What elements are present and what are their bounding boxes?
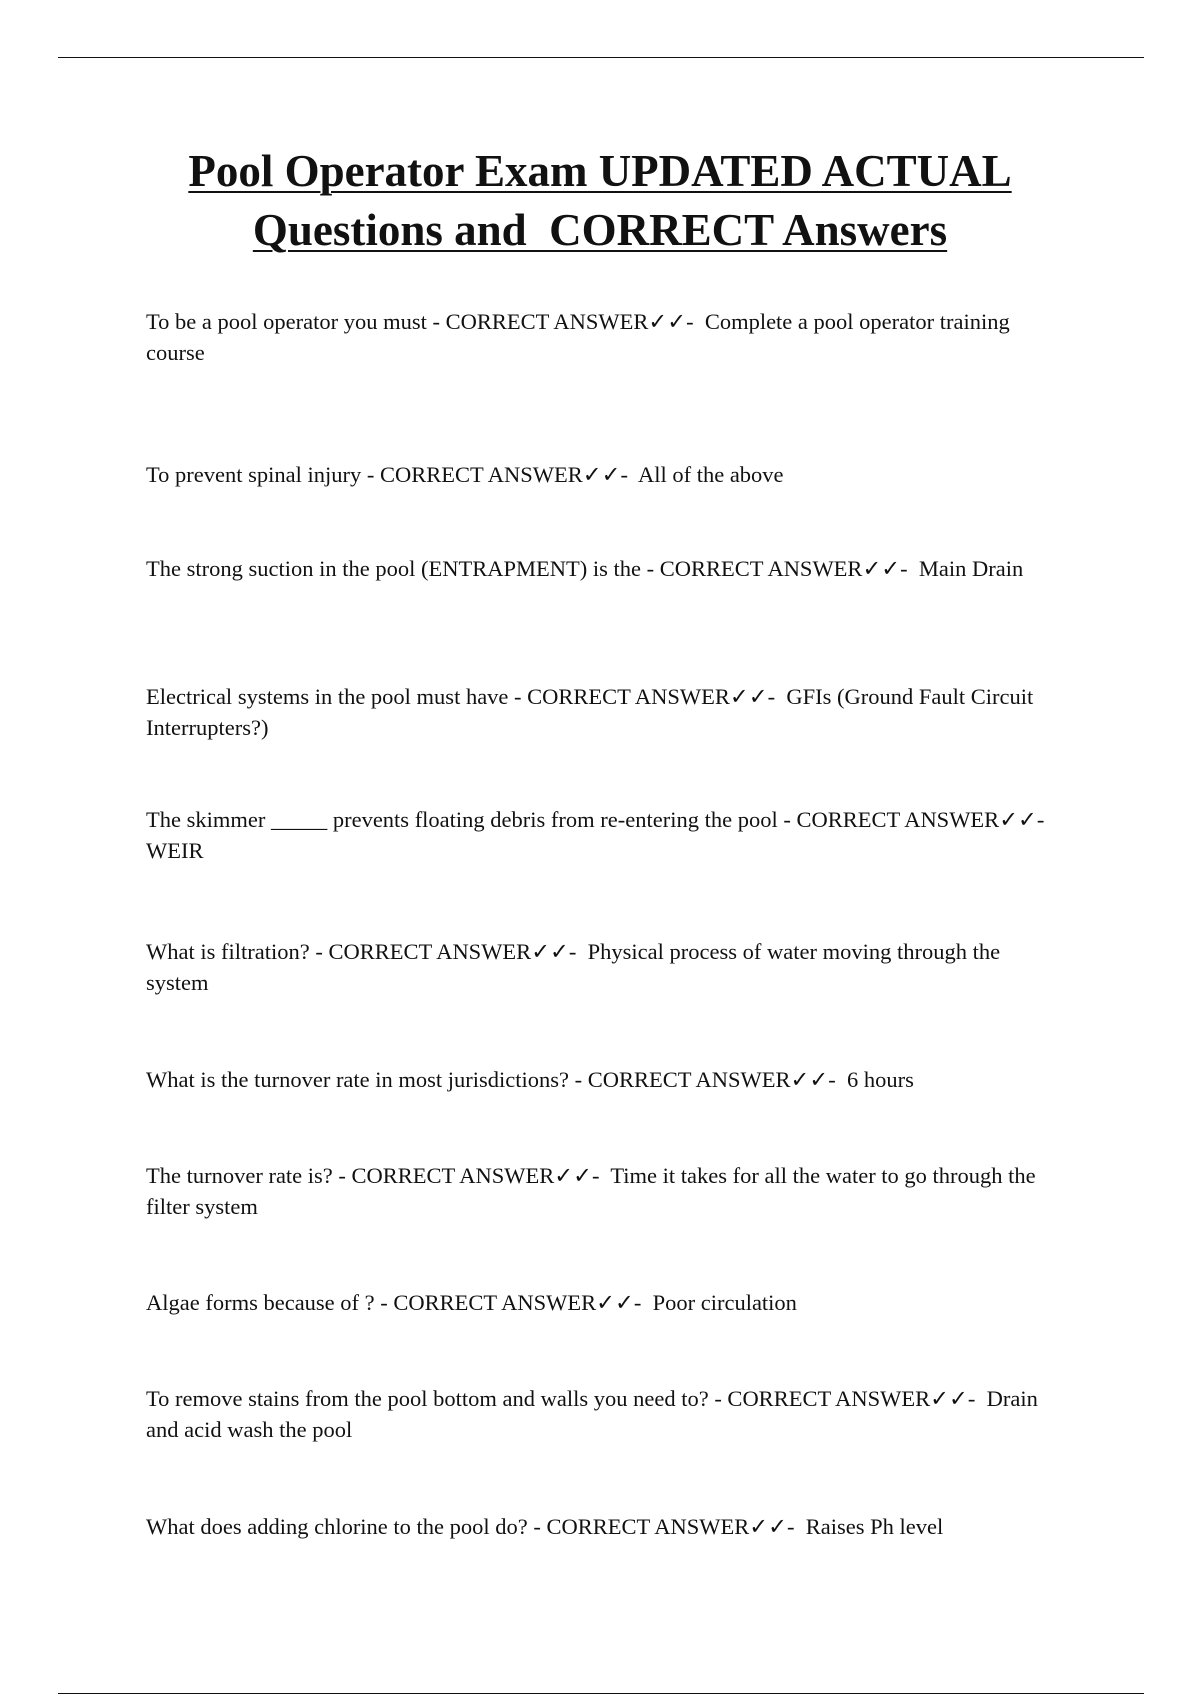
question-text: To prevent spinal injury (146, 462, 362, 487)
question-text: Electrical systems in the pool must have (146, 684, 509, 709)
answer-separator: - CORRECT ANSWER✓✓- (569, 1067, 847, 1092)
answer-separator: - CORRECT ANSWER✓✓- (332, 1163, 611, 1188)
qa-item (146, 1287, 1046, 1318)
question-text: The strong suction in the pool (ENTRAPMENT) is the (146, 556, 641, 581)
question-text: The skimmer _____ prevents floating debris from re-entering the pool (146, 807, 778, 832)
qa-item (146, 1511, 1046, 1542)
answer-text: 6 hours (846, 1067, 914, 1092)
qa-item (146, 553, 1046, 584)
answer-separator: - CORRECT ANSWER✓✓- (708, 1386, 987, 1411)
question-text: To remove stains from the pool bottom and walls you need to? (146, 1386, 709, 1411)
answer-text: WEIR (146, 838, 204, 863)
answer-separator: - CORRECT ANSWER✓✓- (309, 939, 588, 964)
answer-text: GFIs (Ground Fault Circuit Interrupters?) (146, 684, 1039, 740)
question-text: To be a pool operator you must (146, 309, 427, 334)
answer-separator: - CORRECT ANSWER✓✓- (426, 309, 705, 334)
document-title (100, 142, 1100, 260)
answer-text: Complete a pool operator training course (146, 309, 1016, 365)
question-text: The turnover rate is? (146, 1163, 333, 1188)
question-text: What does adding chlorine to the pool do? (146, 1514, 528, 1539)
answer-text: Raises Ph level (805, 1514, 944, 1539)
question-text: What is the turnover rate in most jurisdictions? (146, 1067, 570, 1092)
answer-text: All of the above (637, 462, 784, 487)
qa-item (146, 1383, 1046, 1445)
answer-separator: - CORRECT ANSWER✓✓- (777, 807, 1056, 832)
answer-separator: - CORRECT ANSWER✓✓- (374, 1290, 653, 1315)
top-rule (58, 57, 1144, 58)
title-line-1: Pool Operator Exam UPDATED ACTUAL (188, 146, 1012, 196)
answer-text: Drain and acid wash the pool (146, 1386, 1044, 1442)
answer-text: Poor circulation (652, 1290, 797, 1315)
answer-separator: - CORRECT ANSWER✓✓- (508, 684, 787, 709)
answer-separator: - CORRECT ANSWER✓✓- (361, 462, 638, 487)
question-text: What is filtration? (146, 939, 310, 964)
qa-item (146, 681, 1046, 743)
qa-item (146, 306, 1046, 368)
answer-text: Physical process of water moving through the system (146, 939, 1006, 995)
qa-item (146, 1160, 1046, 1222)
qa-item (146, 1064, 1046, 1095)
question-text: Algae forms because of ? (146, 1290, 375, 1315)
answer-separator: - CORRECT ANSWER✓✓- (640, 556, 919, 581)
answer-text: Main Drain (918, 556, 1024, 581)
answer-separator: - CORRECT ANSWER✓✓- (527, 1514, 806, 1539)
title-line-2: Questions and CORRECT Answers (252, 205, 948, 255)
answer-text: Time it takes for all the water to go through the filter system (146, 1163, 1042, 1219)
qa-item (146, 936, 1046, 998)
bottom-rule (58, 1693, 1144, 1694)
qa-item (146, 459, 1046, 490)
qa-item (146, 804, 1056, 866)
